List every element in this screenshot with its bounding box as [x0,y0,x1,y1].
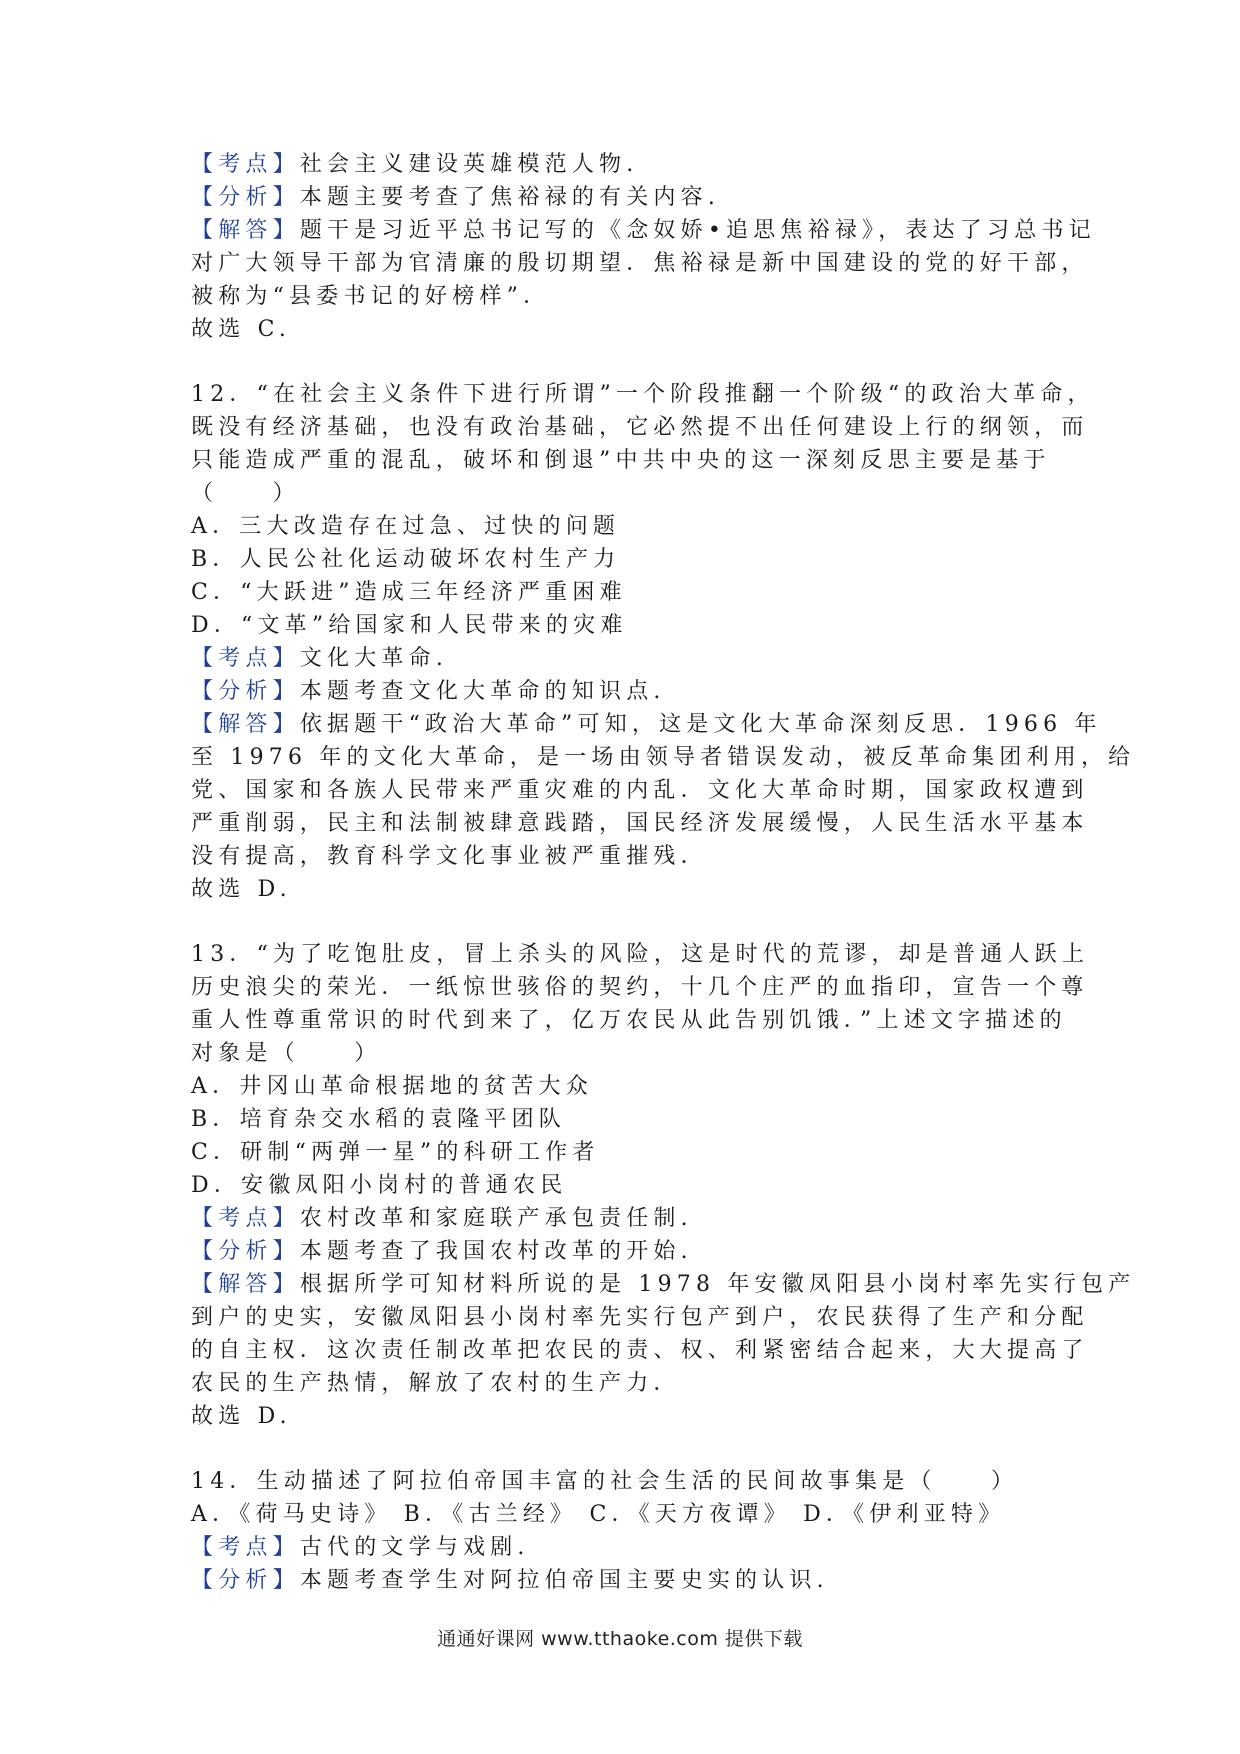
question-13 [191,938,1136,1433]
jieda-text: 被称为“县委书记的好榜样”． [191,284,551,309]
jieda-text: 题干是习近平总书记写的《念奴娇•追思焦裕禄》，表达了习总书记 [299,218,1096,243]
jieda-text: 依据题干“政治大革命”可知，这是文化大革命深刻反思．1966 年 [299,712,1102,737]
fenxi-line [191,1235,1051,1268]
jieda-label: 【解答】 [191,1272,300,1297]
fenxi-line [191,1564,1051,1597]
fenxi-text: 本题考查了我国农村改革的开始. [299,1239,693,1264]
jieda-text: 到户的史实，安徽凤阳县小岗村率先实行包产到户，农民获得了生产和分配 [191,1305,1089,1330]
jieda-text: 对广大领导干部为官清廉的殷切期望．焦裕禄是新中国建设的党的好干部， [191,251,1089,276]
option-b: B．培育杂交水稻的袁隆平团队 [191,1107,566,1132]
option-c: C．研制“两弹一星”的科研工作者 [191,1140,600,1165]
fenxi-text: 本题主要考查了焦裕禄的有关内容. [299,185,721,210]
kaodian-text: 文化大革命. [299,646,449,671]
question-12 [191,378,1136,906]
kaodian-line [191,642,1051,675]
kaodian-line [191,1202,1051,1235]
fenxi-text: 本题考查文化大革命的知识点. [299,679,666,704]
fenxi-label: 【分析】 [191,1568,300,1593]
kaodian-text: 古代的文学与戏剧. [299,1535,530,1560]
answer-text: 故选 D. [191,877,292,902]
kaodian-label: 【考点】 [191,646,300,671]
question-stem: 只能造成严重的混乱，破坏和倒退”中共中央的这一深刻反思主要是基于 [191,448,1051,473]
kaodian-text: 农村改革和家庭联产承包责任制. [299,1206,693,1231]
option-d: D．安徽凤阳小岗村的普通农民 [191,1173,568,1198]
question-stem: 重人性尊重常识的时代到来了，亿万农民从此告别饥饿．”上述文字描述的 [191,1008,1067,1033]
fenxi-line [191,181,1051,214]
jieda-text: 根据所学可知材料所说的是 1978 年安徽凤阳县小岗村率先实行包产 [299,1272,1136,1297]
kaodian-text: 社会主义建设英雄模范人物. [299,152,639,177]
question-stem: 对象是（ ） [191,1041,382,1066]
question-stem: 历史浪尖的荣光．一纸惊世骇俗的契约，十几个庄严的血指印，宣告一个尊 [191,975,1089,1000]
page-footer: 通通好课网 www.tthaoke.com 提供下载 [437,1628,803,1650]
option-a: A．井冈山革命根据地的贫苦大众 [191,1074,593,1099]
jieda-text: 至 1976 年的文化大革命，是一场由领导者错误发动，被反革命集团利用，给 [191,745,1136,770]
document-page [191,148,1136,1597]
question-11-explanation [191,148,1096,346]
option-a: A．三大改造存在过急、过快的问题 [191,514,621,539]
kaodian-label: 【考点】 [191,1206,300,1231]
kaodian-line [191,148,1051,181]
jieda-text: 农民的生产热情，解放了农村的生产力． [191,1371,681,1396]
fenxi-line [191,675,1051,708]
jieda-label: 【解答】 [191,218,300,243]
jieda-line [191,1268,1136,1301]
question-stem: 既没有经济基础，也没有政治基础，它必然提不出任何建设上行的纲领，而 [191,415,1089,440]
kaodian-label: 【考点】 [191,152,300,177]
kaodian-label: 【考点】 [191,1535,300,1560]
jieda-text: 严重削弱，民主和法制被肆意践踏，国民经济发展缓慢，人民生活水平基本 [191,811,1089,836]
fenxi-label: 【分析】 [191,679,300,704]
question-14 [191,1465,1051,1597]
question-stem: 13．“为了吃饱肚皮，冒上杀头的风险，这是时代的荒谬，却是普通人跃上 [191,942,1090,967]
question-stem: 12．“在社会主义条件下进行所谓”一个阶段推翻一个阶级“的政治大革命， [191,382,1095,407]
jieda-line [191,708,1102,741]
option-c: C．“大跃进”造成三年经济严重困难 [191,580,627,605]
question-options: A．《荷马史诗》 B．《古兰经》 C．《天方夜谭》 D．《伊利亚特》 [191,1502,1006,1527]
jieda-label: 【解答】 [191,712,300,737]
option-b: B．人民公社化运动破坏农村生产力 [191,547,621,572]
answer-text: 故选 D. [191,1404,292,1429]
jieda-text: 的自主权．这次责任制改革把农民的责、权、利紧密结合起来，大大提高了 [191,1338,1089,1363]
fenxi-label: 【分析】 [191,185,300,210]
question-stem: 14．生动描述了阿拉伯帝国丰富的社会生活的民间故事集是（ ） [191,1469,1019,1494]
question-stem: （ ） [191,481,300,506]
answer-text: 故选 C. [191,317,292,342]
fenxi-text: 本题考查学生对阿拉伯帝国主要史实的认识. [299,1568,829,1593]
option-d: D．“文革”给国家和人民带来的灾难 [191,613,628,638]
jieda-line [191,214,1096,247]
kaodian-line [191,1531,1051,1564]
jieda-text: 没有提高，教育科学文化事业被严重摧残． [191,844,708,869]
jieda-text: 党、国家和各族人民带来严重灾难的内乱．文化大革命时期，国家政权遭到 [191,778,1089,803]
fenxi-label: 【分析】 [191,1239,300,1264]
